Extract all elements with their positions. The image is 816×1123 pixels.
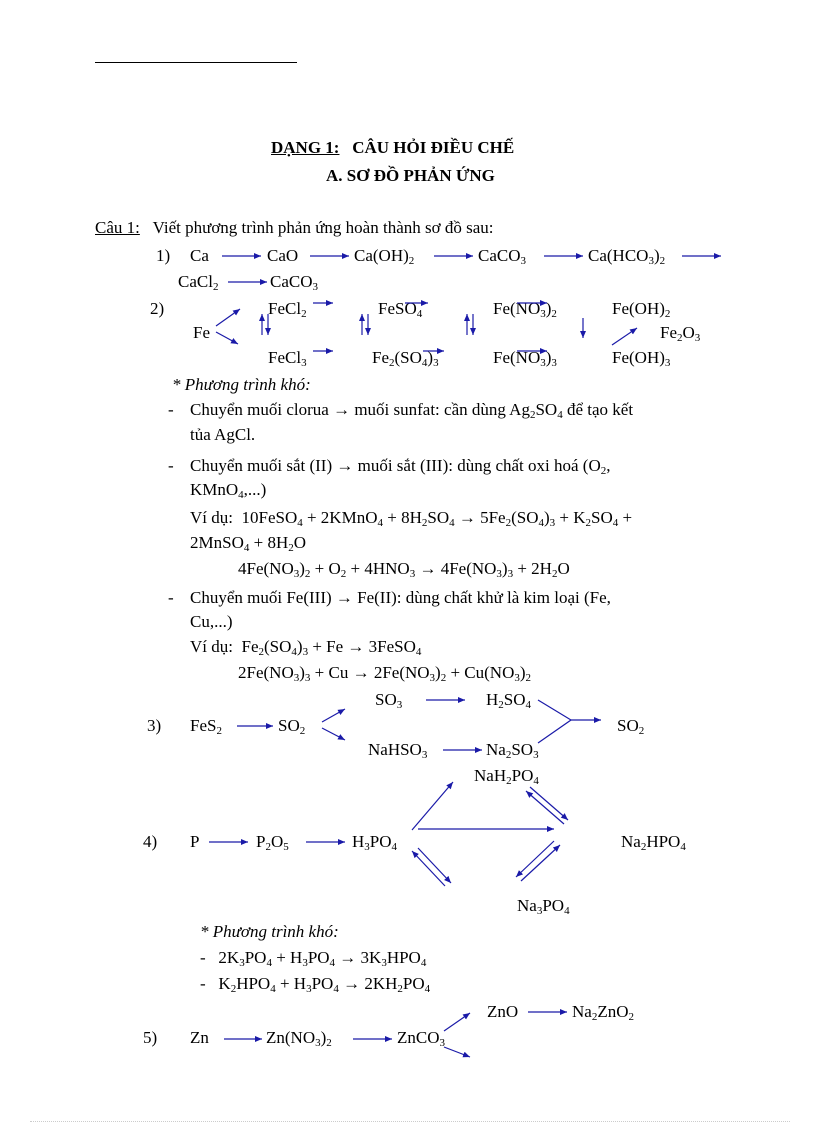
scheme-4-number: 4) [143,832,158,851]
scheme-2-feno32: $Fe(NO_3)_2$ [493,299,557,320]
hard-equations-label: * Phương trình khó: [172,375,311,394]
scheme-5-zn-no3-2: $Zn(NO_3)_2$ [266,1028,332,1049]
scheme-2-feso4: FeSO$_4$ [378,299,423,320]
arrow [538,700,571,743]
scheme-4-nah2po4: $NaH_2PO_4$ [474,766,539,787]
hard-eq-2: - $K_2HPO_4 + H_3PO_4 \to 2KH_2PO_4$ [200,974,431,995]
arrow [444,1047,470,1057]
arrow [612,328,637,345]
question-line: Câu 1: Viết phương trình phản ứng hoàn thành sơ đồ sau: [95,218,494,237]
scheme-3-so2: $SO_2$ [278,716,306,737]
page-title: DẠNG 1: CÂU HỎI ĐIỀU CHẾ [271,138,515,157]
scheme-5-zno: ZnO [487,1002,519,1021]
scheme-3-nahso3: NaHSO$_3$ [368,740,428,761]
scheme-1-cao: CaO [267,246,299,265]
scheme-5-zn: Zn [190,1028,209,1047]
example-2: $4Fe(NO_3)_2 + O_2 + 4HNO_3 \to 4Fe(NO_3)_3 + 2H_2O$ [238,559,570,580]
bullet-dash: - [168,588,174,607]
page-bottom-edge [30,1121,790,1122]
arrow [444,1013,470,1031]
arrow [216,309,240,326]
bullet-3-line-1: Chuyển muối Fe(III) → Fe(II): dùng chất khử là kim loại (Fe, [190,588,611,607]
scheme-5-znco3: ZnCO$_3$ [397,1028,445,1049]
scheme-2-fecl3: FeCl$_3$ [268,348,307,369]
scheme-2-feoh2: $Fe(OH)_2$ [612,299,671,320]
scheme-4-na3po4: $Na_3PO_4$ [517,896,570,917]
arrow [322,728,345,740]
bullet-2-line-1: Chuyển muối sắt (II) → muối sắt (III): dùng chất oxi hoá ($O_2$, [190,456,611,477]
arrow [322,709,345,722]
scheme-4-p2o5: $P_2O_5$ [256,832,289,853]
scheme-3-number: 3) [147,716,162,735]
hard-equations-label-2: * Phương trình khó: [200,922,339,941]
arrow [412,782,453,830]
scheme-4-p: P [190,832,200,851]
bullet-dash: - [168,456,174,475]
scheme-3-h2so4: $H_2SO_4$ [486,690,532,711]
example-1-line-2: 2MnSO$_4$ + $8H_2O$ [190,533,307,554]
scheme-3-na2so3: $Na_2SO_3$ [486,740,539,761]
bullet-1-line-2: tủa AgCl. [190,425,256,444]
scheme-2-feoh3: $Fe(OH)_3$ [612,348,671,369]
scheme-1-number: 1) [156,246,171,265]
bullet-dash: - [168,400,174,419]
section-subtitle: A. SƠ ĐỒ PHẢN ỨNG [326,166,495,185]
arrow [516,841,554,877]
bullet-2-line-2: KMnO$_4$,...) [190,480,267,501]
scheme-4-h3po4: $H_3PO_4$ [352,832,398,853]
scheme-5-na2zno2: $Na_2ZnO_2$ [572,1002,634,1023]
scheme-3-so2-final: $SO_2$ [617,716,645,737]
arrow [530,787,568,820]
arrow [526,791,564,824]
scheme-2-fecl2: FeCl$_2$ [268,299,307,320]
bullet-1-line-1: Chuyển muối clorua → muối sunfat: cần dùng $Ag_2SO_4$ để tạo kết [190,400,634,421]
arrow [412,851,445,886]
arrow [216,332,238,344]
scheme-2-feno33: $Fe(NO_3)_3$ [493,348,557,369]
hard-eq-1: - $2K_3PO_4 + H_3PO_4 \to 3K_3HPO_4$ [200,948,427,969]
scheme-2-fe: Fe [193,323,210,342]
scheme-3-fes2: FeS$_2$ [190,716,222,737]
scheme-4-na2hpo4: $Na_2HPO_4$ [621,832,686,853]
arrow [521,845,560,881]
bullet-3-line-2: Cu,...) [190,612,233,631]
scheme-1-caco3: CaCO$_3$ [478,246,526,267]
scheme-1-cacl2: CaCl$_2$ [178,272,219,293]
scheme-2-fe2so43: $Fe_2(SO_4)_3$ [372,348,439,369]
arrow [418,848,451,883]
scheme-3-so3: $SO_3$ [375,690,403,711]
scheme-1-caco3-2: CaCO$_3$ [270,272,318,293]
scheme-5-number: 5) [143,1028,158,1047]
example-1-line-1: Ví dụ: 10FeSO$_4$ + 2KMnO$_4$ + $8H_2SO_4 \to 5Fe_2(SO_4)_3 + K_2SO_4$ + [190,508,633,529]
scheme-2-fe2o3: $Fe_2O_3$ [660,323,701,344]
scheme-1-ca: Ca [190,246,209,265]
scheme-1-cahco32: $Ca(HCO_3)_2$ [588,246,666,267]
scheme-2-number: 2) [150,299,165,318]
example-4: $2Fe(NO_3)_3 + Cu \to 2Fe(NO_3)_2 + Cu(NO_3)_2$ [238,663,532,684]
example-3: Ví dụ: $Fe_2(SO_4)_3 + Fe$ → 3FeSO$_4$ [190,637,422,658]
scheme-1-caoh2: $Ca(OH)_2$ [354,246,415,267]
